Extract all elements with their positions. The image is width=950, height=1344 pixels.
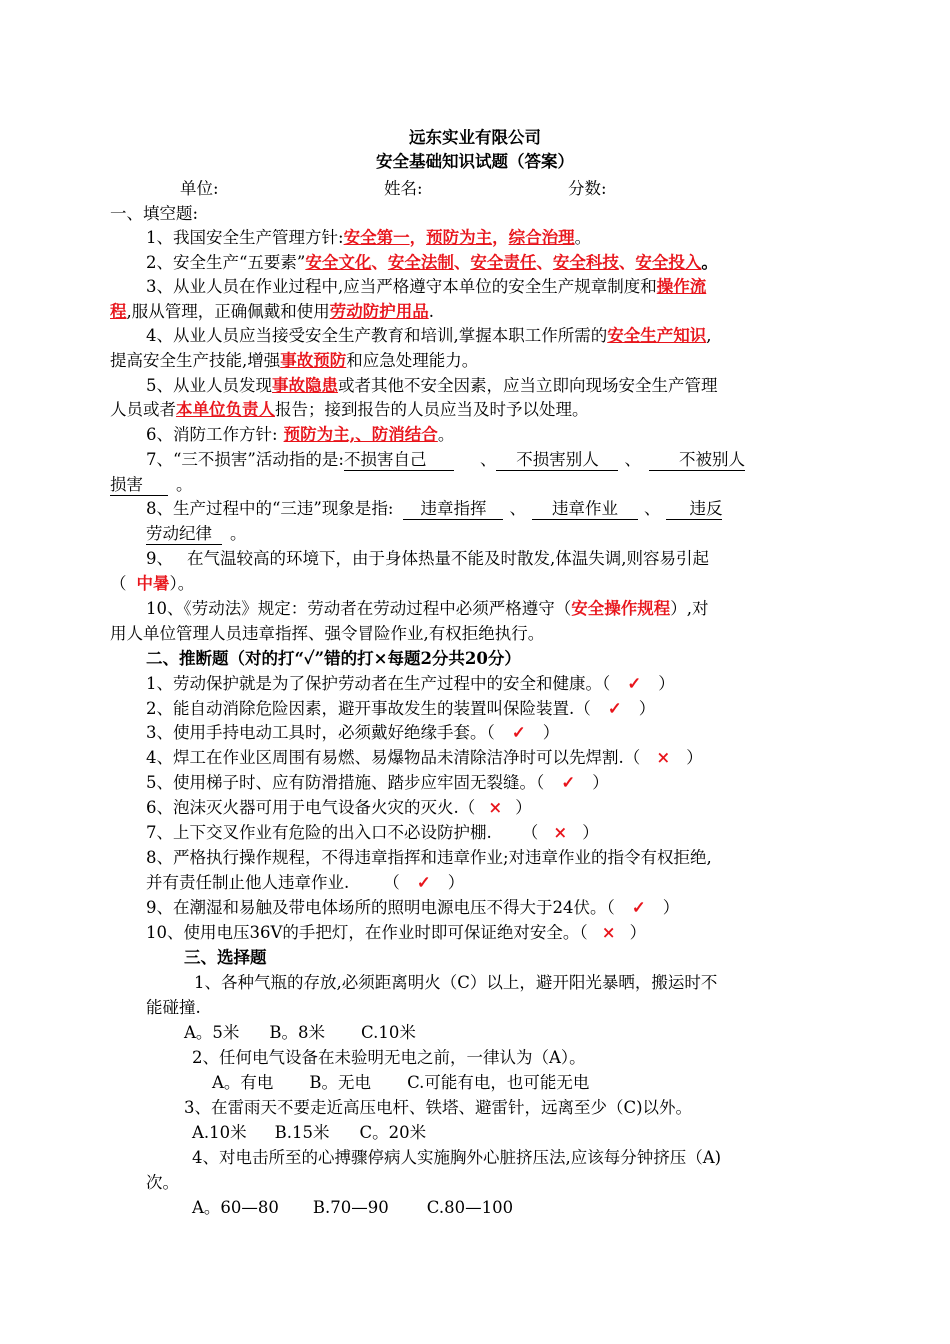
score-label: 分数: [568, 179, 607, 198]
fill-q2: 2、安全生产“五要素”安全文化、安全法制、安全责任、安全科技、安全投入。 [146, 253, 718, 272]
section2-heading: 二、推断题（对的打“✓”错的打×每题2分共20分） [146, 649, 521, 668]
fill-q4-line2: 提高安全生产技能,增强事故预防和应急处理能力。 [110, 351, 479, 370]
answer: 预防为主,、防消结合 [283, 425, 438, 444]
answer: 劳动防护用品 [329, 302, 429, 321]
section3-heading: 三、选择题 [184, 948, 267, 967]
judge-q10: 10、使用电压36V的手把灯，在作业时即可保证绝对安全。（ × ） [146, 921, 646, 945]
name-label: 姓名: [384, 179, 423, 198]
option: A。有电 [212, 1073, 274, 1092]
answer: 安全文化 [305, 253, 372, 272]
fill-q7-line2: 损害 。 [110, 475, 193, 494]
fill-q8-line2: 劳动纪律 。 [146, 524, 247, 543]
answer-blank: 损害 [110, 474, 168, 496]
judge-q6: 6、泡沫灭火器可用于电气设备火灾的灭火.（ × ） [146, 796, 532, 820]
option: B.15米 [274, 1123, 330, 1142]
fill-q7-line1: 7、“三不损害”活动指的是:不损害自己 、 不损害别人 、 不被别人 [146, 450, 745, 469]
answer: 本单位负责人 [176, 400, 275, 419]
answer-blank: 劳动纪律 [146, 523, 222, 545]
cross-icon: × [553, 823, 568, 842]
fill-q5-line1: 5、从业人员发现事故隐患或者其他不安全因素，应当立即向现场安全生产管理 [146, 376, 718, 395]
option: A。5米 [184, 1023, 240, 1042]
answer-blank: 不损害别人 [496, 449, 618, 471]
option: C.10米 [361, 1023, 416, 1042]
unit-label: 单位: [180, 179, 219, 198]
answer-blank: 违章指挥 [403, 498, 503, 520]
option: B。无电 [309, 1073, 372, 1092]
answer: 程 [110, 302, 127, 321]
option: C.可能有电，也可能无电 [407, 1073, 590, 1092]
answer: 操作流 [656, 277, 707, 296]
judge-q1: 1、劳动保护就是为了保护劳动者在生产过程中的安全和健康。（ ✓ ） [146, 672, 675, 696]
fill-q3-line2: 程,服从管理，正确佩戴和使用劳动防护用品. [110, 302, 434, 321]
judge-q4: 4、焊工在作业区周围有易燃、易爆物品未清除洁净时可以先焊割.（ × ） [146, 746, 703, 770]
choice-q2-line1: 2、任何电气设备在未验明无电之前，一律认为（A）。 [192, 1048, 586, 1067]
answer: 安全第一 [343, 228, 410, 247]
cross-icon: × [656, 748, 671, 767]
option: B。8米 [269, 1023, 326, 1042]
judge-q9: 9、在潮湿和易触及带电体场所的照明电源电压不得大于24伏。（ ✓ ） [146, 896, 679, 920]
option: C.80—100 [426, 1198, 514, 1217]
option: B.70—90 [312, 1198, 389, 1217]
answer-blank: 不被别人 [649, 449, 745, 471]
exam-title: 安全基础知识试题（答案） [376, 152, 574, 171]
fill-q8-line1: 8、生产过程中的“三违”现象是指: 违章指挥 、 违章作业 、 违反 [146, 499, 723, 518]
check-icon: ✓ [511, 723, 526, 742]
option: C。20米 [359, 1123, 427, 1142]
check-icon: ✓ [627, 674, 642, 693]
answer-blank: 违反 [666, 498, 722, 520]
choice-q4-line1: 4、对电击所至的心搏骤停病人实施胸外心脏挤压法,应该每分钟挤压（A) [192, 1148, 722, 1167]
option: A。60—80 [192, 1198, 279, 1217]
fill-q1: 1、我国安全生产管理方针:安全第一，预防为主，综合治理。 [146, 228, 592, 247]
answer: 安全生产知识 [607, 326, 707, 345]
judge-q5: 5、使用梯子时、应有防滑措施、踏步应牢固无裂缝。（ ✓ ） [146, 771, 609, 795]
judge-q3: 3、使用手持电动工具时，必须戴好绝缘手套。（ ✓ ） [146, 721, 559, 745]
option: A.10米 [192, 1123, 247, 1142]
answer: 安全科技 [552, 253, 619, 272]
fill-q6: 6、消防工作方针: 预防为主,、防消结合。 [146, 425, 455, 444]
fill-q5-line2: 人员或者本单位负责人报告；接到报告的人员应当及时予以处理。 [110, 400, 589, 419]
judge-q8-line1: 8、严格执行操作规程，不得违章指挥和违章作业;对违章作业的指令有权拒绝, [146, 848, 712, 867]
fill-q3-line1: 3、从业人员在作业过程中,应当严格遵守本单位的安全生产规章制度和操作流 [146, 277, 707, 296]
judge-q7: 7、上下交叉作业有危险的出入口不必设防护棚. （ × ） [146, 821, 599, 845]
answer: 安全责任 [470, 253, 537, 272]
choice-q1-line2: 能碰撞. [146, 998, 201, 1017]
answer-blank: 不损害自己 [344, 449, 454, 471]
check-icon: ✓ [561, 773, 576, 792]
fill-q9-line1: 9、 在气温较高的环境下，由于身体热量不能及时散发,体温失调,则容易引起 [146, 549, 709, 568]
answer: 安全法制 [387, 253, 454, 272]
judge-q8-line2: 并有责任制止他人违章作业. （ ✓ ） [146, 871, 464, 895]
choice-q4-line2: 次。 [146, 1173, 179, 1192]
cross-icon: × [488, 798, 503, 817]
choice-q1-options [184, 1021, 416, 1045]
choice-q2-options [212, 1071, 589, 1095]
choice-q3-line1: 3、在雷雨天不要走近高压电杆、铁塔、避雷针，远离至少（C)以外。 [184, 1098, 693, 1117]
answer: 综合治理 [508, 228, 575, 247]
fill-q10-line1: 10、《劳动法》规定：劳动者在劳动过程中必须严格遵守（安全操作规程）,对 [146, 599, 709, 618]
answer: 预防为主 [426, 228, 493, 247]
cross-icon: × [601, 923, 616, 942]
section1-heading: 一、填空题: [110, 204, 199, 223]
choice-q3-options [192, 1121, 426, 1145]
check-icon: ✓ [607, 699, 622, 718]
fill-q10-line2: 用人单位管理人员违章指挥、强令冒险作业,有权拒绝执行。 [110, 624, 545, 643]
answer: 安全投入 [635, 253, 702, 272]
check-icon: ✓ [416, 873, 431, 892]
answer: 事故隐患 [272, 376, 338, 395]
choice-q4-options [192, 1196, 513, 1220]
judge-q2: 2、能自动消除危险因素，避开事故发生的装置叫保险装置.（ ✓ ） [146, 697, 655, 721]
check-icon: ✓ [631, 898, 646, 917]
answer-blank: 违章作业 [532, 498, 638, 520]
fill-q9-line2: （ 中暑）。 [110, 574, 195, 593]
answer: 中暑 [136, 574, 170, 593]
company-name: 远东实业有限公司 [409, 128, 541, 147]
answer: 安全操作规程 [571, 599, 671, 618]
fill-q4-line1: 4、从业人员应当接受安全生产教育和培训,掌握本职工作所需的安全生产知识, [146, 326, 712, 345]
answer: 事故预防 [280, 351, 347, 370]
choice-q1-line1: 1、各种气瓶的存放,必须距离明火（C）以上，避开阳光暴晒，搬运时不 [194, 973, 718, 992]
